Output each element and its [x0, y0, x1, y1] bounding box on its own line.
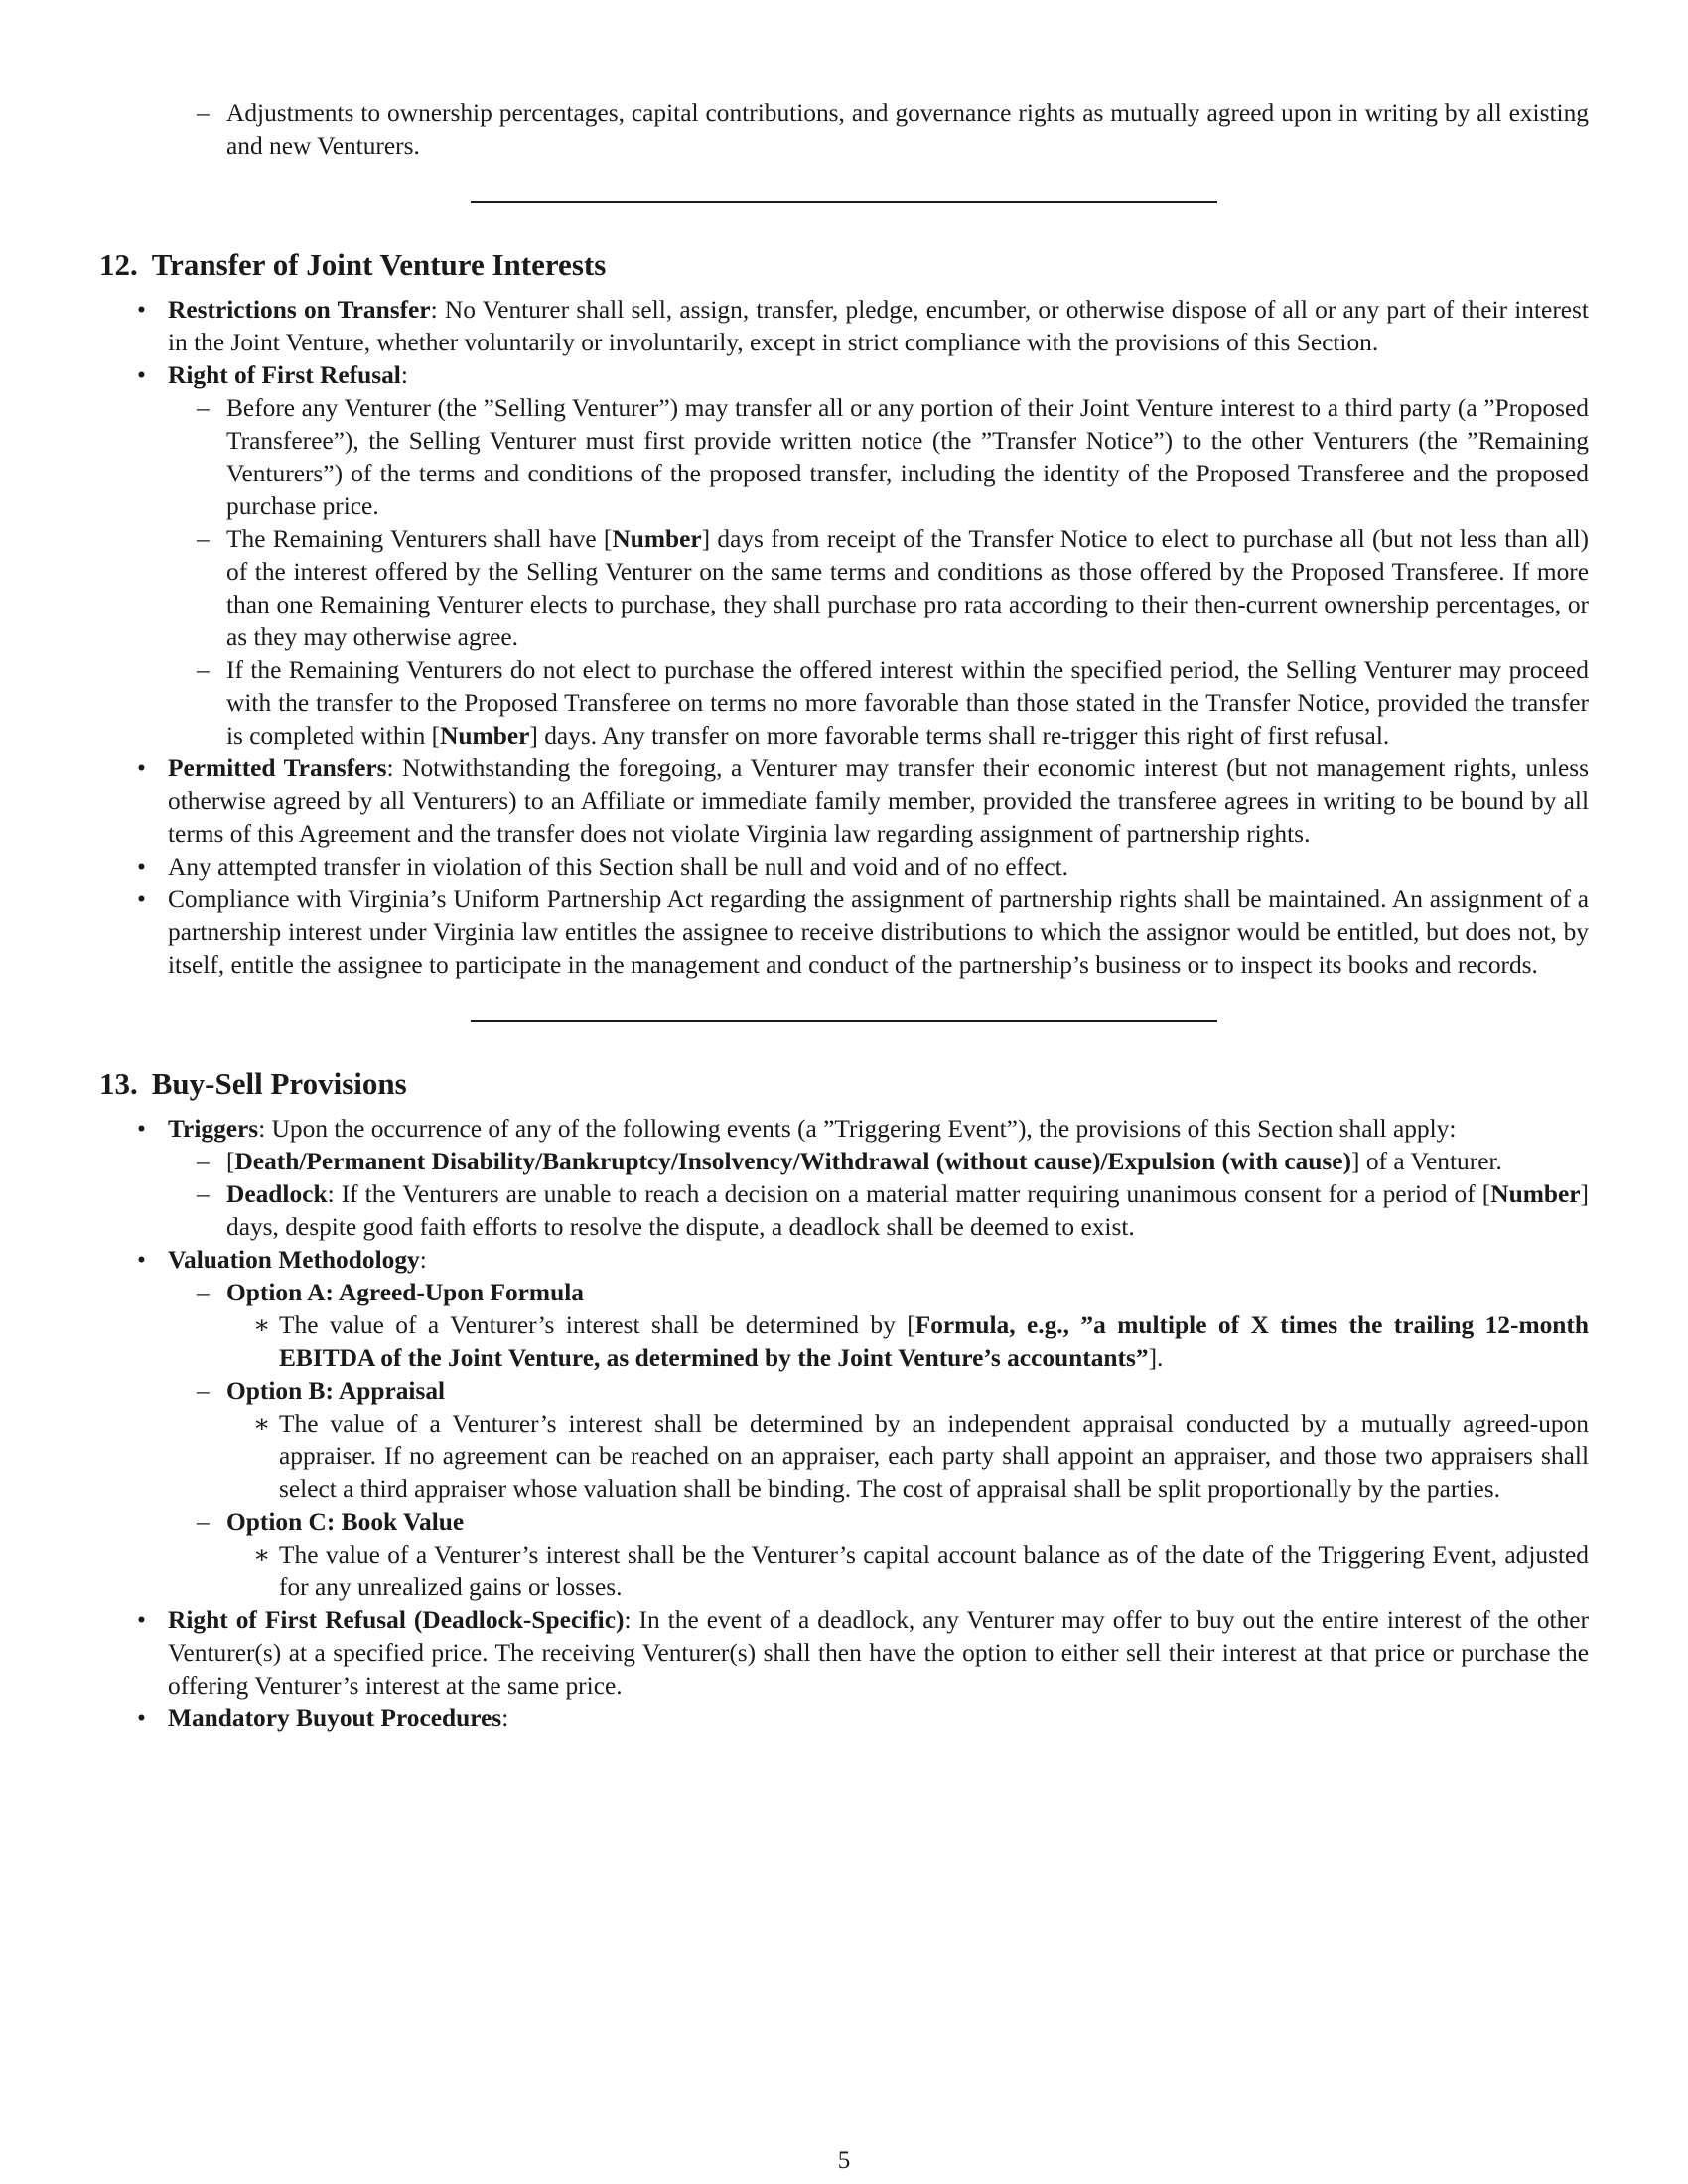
- clause-text: days from receipt of the Transfer Notice to elect to purchase all (but not less than all) of the interest offered by the Selling Venturer on the same terms and conditions as those offered by the Proposed Transferee. If more than one Remaining Venturer elects to purchase, they shall purchase pro rata according to their then-current ownership percentages, or as they may otherwise agree.: [226, 525, 1589, 651]
- list-item: ∗ The value of a Venturer’s interest shall be determined by [Formula, e.g., ”a multiple of X times the trailing 12-month EBITDA of the Joint Venture, as determined by the Joint Venture’s accountants”].: [253, 1311, 1589, 1372]
- placeholder-field: Formula, e.g., ”a multiple of X times the trailing 12-month EBITDA of the Joint Venture, as determined by the Joint Venture’s accountants”: [279, 1311, 1589, 1372]
- section-title: Buy-Sell Provisions: [151, 1066, 407, 1101]
- list-item: [99, 1277, 1589, 1309]
- clause-text: days, despite good faith efforts to resolve the dispute, a deadlock shall be deemed to exist.: [226, 1213, 1135, 1241]
- list-item: – Deadlock: If the Venturers are unable to reach a decision on a material matter requiring unanimous consent for a period of [Number] days, despite good faith efforts to resolve the dispute, a deadlock shall be deemed to exist.: [197, 1180, 1589, 1241]
- clause-text: : In the event of a deadlock, any Venturer may offer to buy out the entire interest of the other Venturer(s) at a specified price. The receiving Venturer(s) shall then have the option to either sell their interest at that price or purchase the offering Venturer’s interest at the same price.: [168, 1606, 1589, 1700]
- clause-text: :: [501, 1705, 509, 1732]
- option-a-sublist: [99, 1309, 1589, 1375]
- clause-text: : Notwithstanding the foregoing, a Venturer may transfer their economic interest (but not management rights, unless otherwise agreed by all Venturers) to an Affiliate or immediate family member, provided the transferee agrees in writing to be bound by all terms of this Agreement and the transfer does not violate Virginia law regarding assignment of partnership rights.: [168, 754, 1590, 848]
- term-label: Right of First Refusal: [168, 361, 401, 389]
- carry-over-text: Adjustments to ownership percentages, capital contributions, and governance rights as mutually agreed upon in writing by all existing and new Venturers.: [226, 99, 1589, 160]
- clause-text: days. Any transfer on more favorable terms shall re-trigger this right of first refusal.: [537, 722, 1390, 750]
- clause-text: : If the Venturers are unable to reach a decision on a material matter requiring unanimous consent for a period of: [327, 1180, 1482, 1208]
- valuation-sublist: [99, 1506, 1589, 1539]
- page-number: 5: [837, 2147, 851, 2174]
- list-item: [99, 359, 1589, 392]
- option-b-sublist: [99, 1408, 1589, 1506]
- dash-marker: –: [197, 656, 210, 684]
- option-label: Option C: Book Value: [226, 1508, 465, 1536]
- list-item: [99, 752, 1589, 851]
- section-number: 12.: [99, 247, 138, 282]
- placeholder-field: Number: [1490, 1180, 1581, 1208]
- bullet-marker: •: [137, 1705, 146, 1732]
- bracket: [: [603, 525, 613, 553]
- star-marker: ∗: [253, 1311, 271, 1339]
- bullet-marker: •: [137, 754, 146, 782]
- term-label: Right of First Refusal (Deadlock-Specific): [168, 1606, 625, 1634]
- clause-text: :: [400, 361, 408, 389]
- list-item: [99, 884, 1589, 982]
- clause-text: The value of a Venturer’s interest shall be determined by: [279, 1311, 908, 1339]
- term-label: Valuation Methodology: [168, 1246, 420, 1274]
- list-item: [99, 523, 1589, 654]
- list-item: [99, 1539, 1589, 1604]
- clause-text: The Remaining Venturers shall have: [226, 525, 604, 553]
- list-item: – [Death/Permanent Disability/Bankruptcy/Insolvency/Withdrawal (without cause)/Expulsion (with cause)] of a Venturer.: [99, 1146, 1589, 1178]
- star-marker: ∗: [253, 1541, 271, 1569]
- dash-marker: –: [197, 1508, 210, 1536]
- clause-text: Before any Venturer (the ”Selling Venturer”) may transfer all or any portion of their Joint Venture interest to a third party (a ”Proposed Transferee”), the Selling Venturer must first provide written notice (the ”Transfer Notice”) to the other Venturers (the ”Remaining Venturers”) of the terms and conditions of the proposed transfer, including the identity of the Proposed Transferee and the proposed purchase price.: [226, 394, 1589, 520]
- list-item: [99, 1113, 1589, 1146]
- clause-text: The value of a Venturer’s interest shall be determined by an independent appraisal conducted by a mutually agreed-upon appraiser. If no agreement can be reached on an appraiser, each party shall appoint an appraiser, and those two appraisers shall select a third appraiser whose valuation shall be binding. The cost of appraisal shall be split proportionally by the parties.: [279, 1410, 1589, 1503]
- term-label: Restrictions on Transfer: [168, 296, 431, 324]
- triggers-sublist: [99, 1146, 1589, 1244]
- section-divider: [471, 1020, 1217, 1022]
- dash-marker: –: [197, 1180, 210, 1208]
- bullet-marker: •: [137, 1606, 146, 1634]
- dash-marker: –: [197, 394, 210, 422]
- valuation-sublist: [99, 1277, 1589, 1309]
- term-label: Mandatory Buyout Procedures: [168, 1705, 502, 1732]
- clause-text: of a Venturer.: [1359, 1148, 1502, 1175]
- valuation-sublist: [99, 1375, 1589, 1408]
- dash-marker: –: [197, 1279, 210, 1306]
- bullet-marker: •: [137, 886, 146, 913]
- section-12-heading: [99, 246, 1589, 284]
- placeholder-field: Number: [440, 722, 530, 750]
- document-page: [99, 97, 1589, 1735]
- section-12-list: [99, 294, 1589, 392]
- clause-text: :: [419, 1246, 427, 1274]
- bullet-marker: •: [137, 296, 146, 324]
- term-label: Deadlock: [226, 1180, 328, 1208]
- section-13-list-valuation: [99, 1244, 1589, 1277]
- list-item: [99, 97, 1589, 163]
- dash-marker: –: [197, 99, 210, 127]
- list-item: [99, 392, 1589, 523]
- clause-text: .: [1157, 1344, 1164, 1372]
- star-marker: ∗: [253, 1410, 271, 1437]
- bullet-marker: •: [137, 853, 146, 881]
- list-item: [99, 1604, 1589, 1703]
- section-number: 13.: [99, 1066, 138, 1101]
- placeholder-field: Death/Permanent Disability/Bankruptcy/Insolvency/Withdrawal (without cause)/Expulsion (with cause): [234, 1148, 1352, 1175]
- bullet-marker: •: [137, 1246, 146, 1274]
- list-item: – If the Remaining Venturers do not elect to purchase the offered interest within the specified period, the Selling Venturer may proceed with the transfer to the Proposed Transferee on terms no more favorable than those stated in the Transfer Notice, provided the transfer is completed within [Number] days. Any transfer on more favorable terms shall re-trigger this right of first refusal.: [197, 656, 1589, 750]
- term-label: Triggers: [168, 1115, 259, 1143]
- dash-marker: –: [197, 1148, 210, 1175]
- carry-over-list: [99, 97, 1589, 163]
- section-13-heading: [99, 1065, 1589, 1103]
- clause-text: : Upon the occurrence of any of the following events (a ”Triggering Event”), the provisions of this Section shall apply:: [258, 1115, 1457, 1143]
- section-13-list-cont: [99, 1604, 1589, 1735]
- list-item: [99, 851, 1589, 884]
- bullet-marker: •: [137, 1115, 146, 1143]
- list-item: [99, 294, 1589, 359]
- clause-text: : No Venturer shall sell, assign, transfer, pledge, encumber, or otherwise dispose of all or any part of their interest in the Joint Venture, whether voluntarily or involuntarily, except in strict compliance with the provisions of this Section.: [168, 296, 1589, 356]
- bullet-marker: •: [137, 361, 146, 389]
- section-divider: [471, 201, 1217, 203]
- clause-text: Compliance with Virginia’s Uniform Partnership Act regarding the assignment of partnership rights shall be maintained. An assignment of a partnership interest under Virginia law entitles the assignee to receive distributions to which the assignor would be entitled, but does not, by itself, entitle the assignee to participate in the management and conduct of the partnership’s business or to inspect its books and records.: [168, 886, 1589, 979]
- section-title: Transfer of Joint Venture Interests: [151, 247, 607, 282]
- list-item: [99, 1375, 1589, 1408]
- clause-text: The value of a Venturer’s interest shall be the Venturer’s capital account balance as of the date of the Triggering Event, adjusted for any unrealized gains or losses.: [279, 1541, 1589, 1601]
- term-label: Permitted Transfers: [168, 754, 387, 782]
- rofr-sublist: [99, 392, 1589, 752]
- placeholder-field: Number: [612, 525, 702, 553]
- dash-marker: –: [197, 525, 210, 553]
- bracket: ]: [701, 525, 711, 553]
- section-13-list: [99, 1113, 1589, 1146]
- section-12-list-cont: [99, 752, 1589, 982]
- clause-text: Any attempted transfer in violation of this Section shall be null and void and of no effect.: [168, 853, 1069, 881]
- list-item: [99, 1244, 1589, 1277]
- list-item: [99, 1506, 1589, 1539]
- clause-text: If the Remaining Venturers do not elect to purchase the offered interest within the specified period, the Selling Venturer may proceed with the transfer to the Proposed Transferee on terms no more favorable than those stated in the Transfer Notice, provided the transfer is completed within: [226, 656, 1589, 750]
- list-item: [99, 1703, 1589, 1735]
- list-item: [99, 1408, 1589, 1506]
- option-c-sublist: [99, 1539, 1589, 1604]
- option-label: Option A: Agreed-Upon Formula: [226, 1279, 584, 1306]
- option-label: Option B: Appraisal: [226, 1377, 446, 1405]
- dash-marker: –: [197, 1377, 210, 1405]
